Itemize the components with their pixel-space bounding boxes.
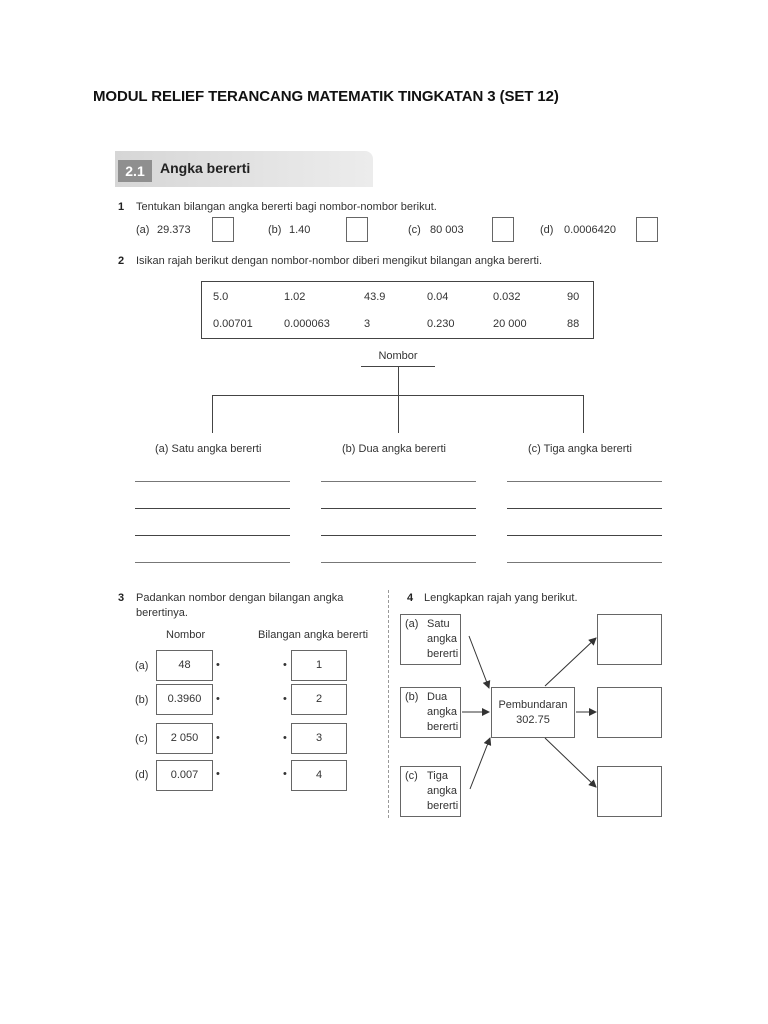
q2-number: 2 xyxy=(118,255,125,267)
q2-grid-cell: 43.9 xyxy=(364,291,386,303)
q4-input-line2: angka xyxy=(427,785,457,797)
q1-item-c-label: (c) xyxy=(408,224,421,236)
q3-dot-left[interactable]: • xyxy=(216,659,220,671)
q3-dot-right[interactable]: • xyxy=(283,693,287,705)
q2-tree-root-label: Nombor xyxy=(378,350,418,362)
q3-number-box: 0.007 xyxy=(156,760,213,791)
q4-input-label: (c) xyxy=(405,770,418,782)
q3-col-header-number: Nombor xyxy=(166,629,206,641)
q2-grid-cell: 1.02 xyxy=(284,291,306,303)
q2-grid-cell: 0.032 xyxy=(493,291,521,303)
q3-number-box: 2 050 xyxy=(156,723,213,754)
q3-number: 3 xyxy=(118,592,125,604)
q2-branch-label-b: (b) Dua angka bererti xyxy=(342,443,446,455)
q3-number-box: 0.3960 xyxy=(156,684,213,715)
q1-item-c-value: 80 003 xyxy=(430,224,464,236)
q2-grid-cell: 3 xyxy=(364,318,371,330)
q2-grid-cell: 20 000 xyxy=(493,318,527,330)
arrow-center-to-a xyxy=(545,638,596,686)
q3-text-line1: Padankan nombor dengan bilangan angka xyxy=(136,592,344,604)
q4-center-line1: Pembundaran xyxy=(498,699,568,711)
q1-item-a-label: (a) xyxy=(136,224,150,236)
q3-count-box: 4 xyxy=(291,760,347,791)
q4-input-line1: Dua xyxy=(427,691,448,703)
q4-center-line2: 302.75 xyxy=(516,714,550,726)
q4-input-line2: angka xyxy=(427,706,457,718)
document-title: MODUL RELIEF TERANCANG MATEMATIK TINGKATAN 3 (SET 12) xyxy=(93,88,559,105)
q4-input-line1: Tiga xyxy=(427,770,448,782)
q1-item-b-label: (b) xyxy=(268,224,282,236)
q4-input-line3: bererti xyxy=(427,800,459,812)
q3-dot-left[interactable]: • xyxy=(216,768,220,780)
q3-count-box: 3 xyxy=(291,723,347,754)
q2-grid-cell: 90 xyxy=(567,291,580,303)
q4-number: 4 xyxy=(407,592,414,604)
section-number: 2.1 xyxy=(118,160,152,182)
q3-col-header-count: Bilangan angka bererti xyxy=(258,629,369,641)
q2-grid-cell: 0.230 xyxy=(427,318,455,330)
q2-branch-label-c: (c) Tiga angka bererti xyxy=(528,443,632,455)
q4-text: Lengkapkan rajah yang berikut. xyxy=(424,592,578,604)
q2-grid-cell: 5.0 xyxy=(213,291,229,303)
q3-row-label: (c) xyxy=(135,733,148,745)
q3-count-box: 2 xyxy=(291,684,347,715)
q1-item-b-value: 1.40 xyxy=(289,224,311,236)
q3-row-label: (a) xyxy=(135,660,149,672)
q3-dot-left[interactable]: • xyxy=(216,732,220,744)
q4-input-label: (a) xyxy=(405,618,419,630)
q3-row-label: (b) xyxy=(135,694,149,706)
q1-text: Tentukan bilangan angka bererti bagi nombor-nombor berikut. xyxy=(136,201,437,213)
q3-count-box: 1 xyxy=(291,650,347,681)
q1-item-d-value: 0.0006420 xyxy=(564,224,616,236)
q1-item-a-value: 29.373 xyxy=(157,224,191,236)
q4-input-line3: bererti xyxy=(427,721,459,733)
arrow-center-to-c xyxy=(545,738,596,787)
q2-text: Isikan rajah berikut dengan nombor-nombor diberi mengikut bilangan angka bererti. xyxy=(136,255,543,267)
q2-branch-label-a: (a) Satu angka bererti xyxy=(155,443,262,455)
arrow-c-to-center xyxy=(470,738,490,789)
q3-dot-right[interactable]: • xyxy=(283,768,287,780)
q1-number: 1 xyxy=(118,201,125,213)
q2-grid-cell: 88 xyxy=(567,318,580,330)
q3-dot-right[interactable]: • xyxy=(283,659,287,671)
q3-dot-left[interactable]: • xyxy=(216,693,220,705)
q3-dot-right[interactable]: • xyxy=(283,732,287,744)
q2-grid-cell: 0.04 xyxy=(427,291,449,303)
section-title: Angka bererti xyxy=(160,160,251,176)
q3-row-label: (d) xyxy=(135,769,149,781)
q3-text-line2: berertinya. xyxy=(136,607,188,619)
q3-number-box: 48 xyxy=(156,650,213,681)
q4-input-line1: Satu xyxy=(427,618,450,630)
q4-input-label: (b) xyxy=(405,691,419,703)
q1-item-d-label: (d) xyxy=(540,224,554,236)
q2-grid-cell: 0.00701 xyxy=(213,318,253,330)
q2-grid-cell: 0.000063 xyxy=(284,318,330,330)
q4-input-line3: bererti xyxy=(427,648,459,660)
q4-input-line2: angka xyxy=(427,633,457,645)
arrow-a-to-center xyxy=(469,636,489,688)
